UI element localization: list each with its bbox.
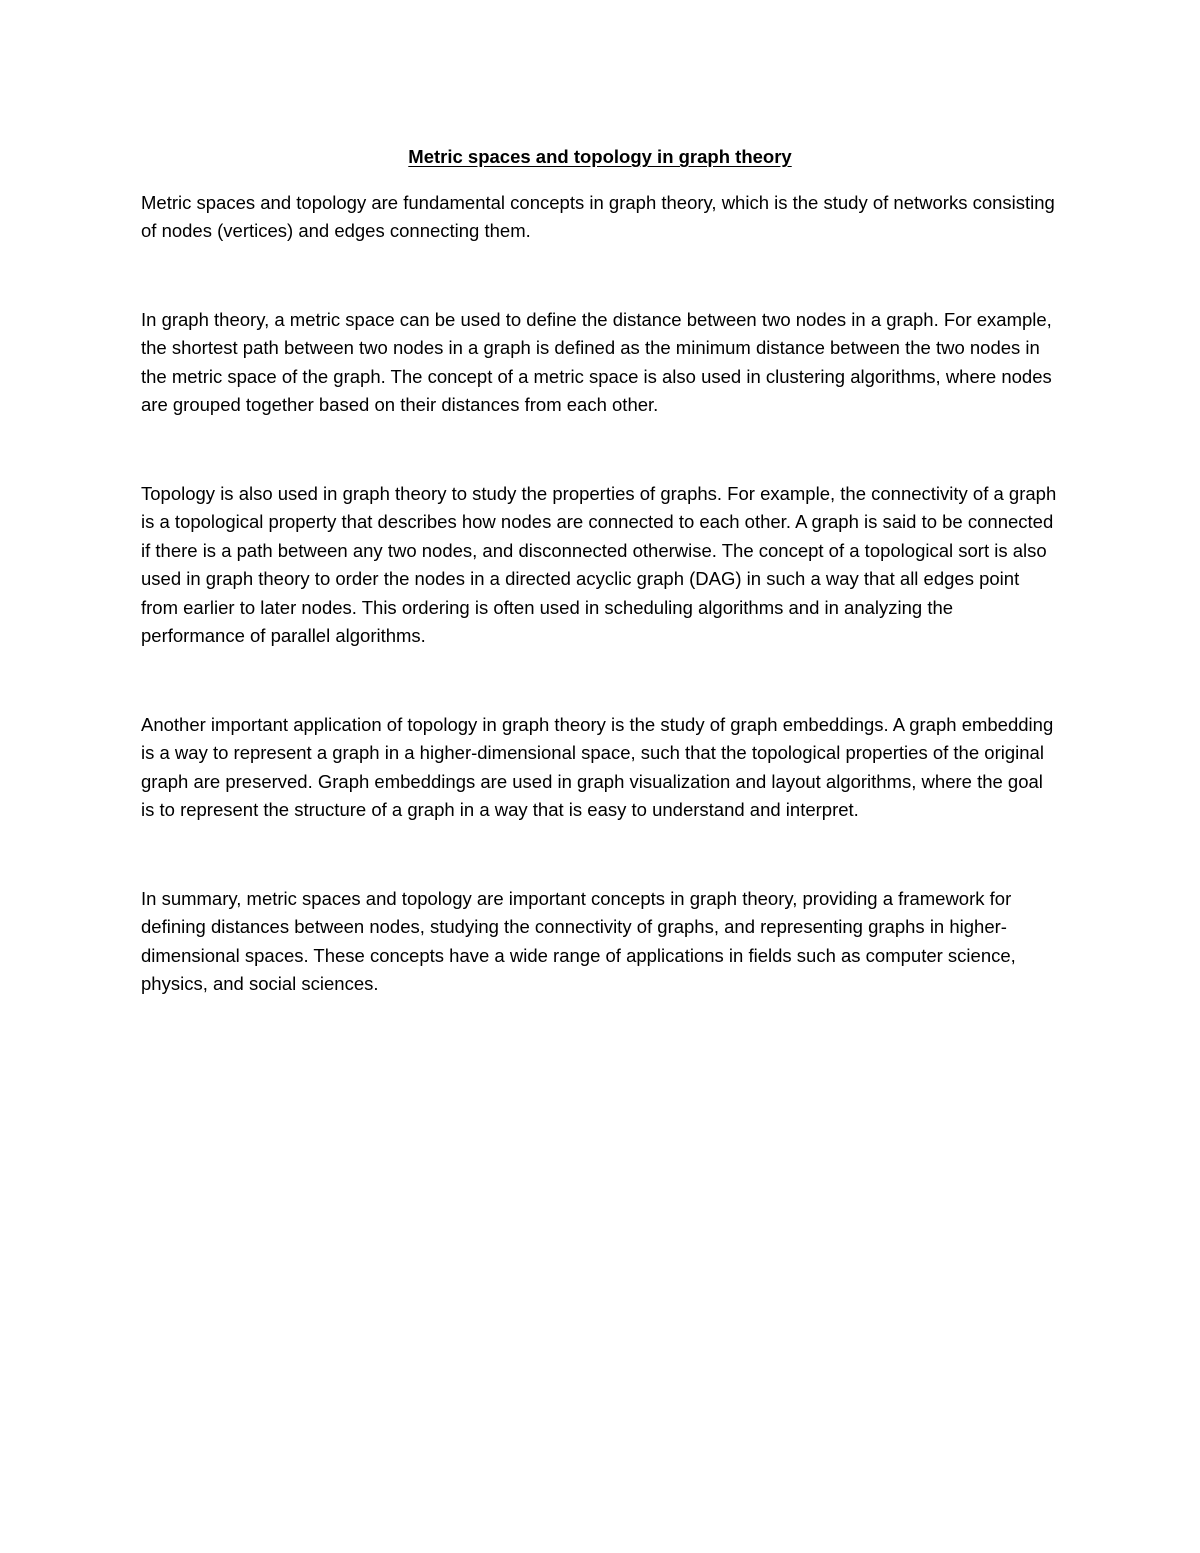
paragraph-graph-embeddings: Another important application of topology in graph theory is the study of graph embeddings. A graph embedding is a way to represent a graph in a higher-dimensional space, such that the topological properties of the original graph are preserved. Graph embeddings are used in graph visualization and layout algorithms, where the goal is to represent the structure of a graph in a way that is easy to understand and interpret.: [141, 713, 1054, 820]
paragraph-topology: Topology is also used in graph theory to study the properties of graphs. For example, the connectivity of a graph is a topological property that describes how nodes are connected to each other. A graph is said to be connected if there is a path between any two nodes, and disconnected otherwise. The concept of a topological sort is also used in graph theory to order the nodes in a directed acyclic graph (DAG) in such a way that all edges point from earlier to later nodes. This ordering is often used in scheduling algorithms and in analyzing the performance of parallel algorithms.: [141, 482, 1057, 646]
document-title: Metric spaces and topology in graph theory: [408, 146, 792, 167]
document-body: [141, 143, 1059, 999]
paragraph-summary: In summary, metric spaces and topology are important concepts in graph theory, providing a framework for defining distances between nodes, studying the connectivity of graphs, and representing graphs in higher-dimensional spaces. These concepts have a wide range of applications in fields such as computer science, physics, and social sciences.: [141, 887, 1016, 994]
paragraph-metric-space: In graph theory, a metric space can be used to define the distance between two nodes in a graph. For example, the shortest path between two nodes in a graph is defined as the minimum distance between the two nodes in the metric space of the graph. The concept of a metric space is also used in clustering algorithms, where nodes are grouped together based on their distances from each other.: [141, 308, 1052, 415]
paragraph-introduction: Metric spaces and topology are fundamental concepts in graph theory, which is the study of networks consisting of nodes (vertices) and edges connecting them.: [141, 191, 1055, 241]
